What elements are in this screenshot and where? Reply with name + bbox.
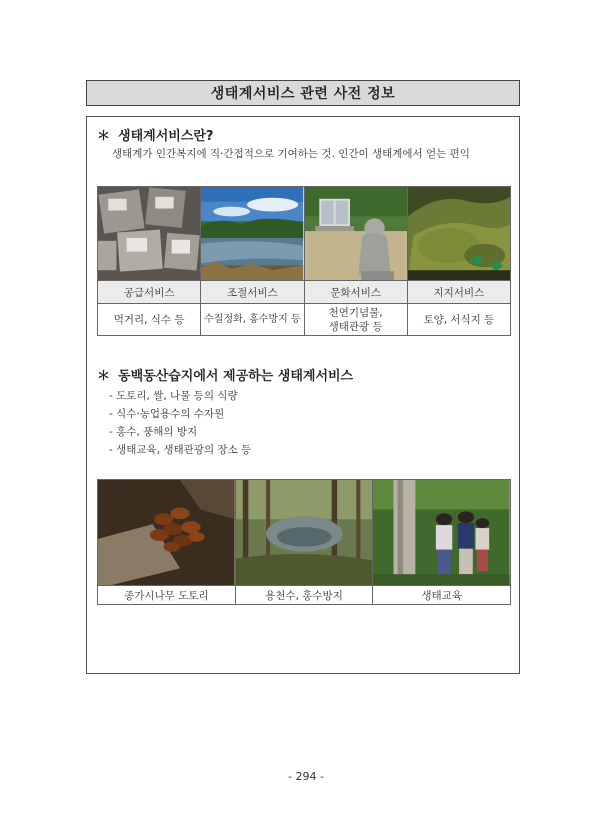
mossy-soil-photo (408, 186, 511, 281)
asterisk-icon: ＊ (97, 129, 111, 144)
value-support: 토양, 서식지 등 (408, 304, 511, 336)
wetland-pond-photo (201, 186, 304, 281)
asterisk-icon: ＊ (97, 369, 111, 384)
header-support: 지지서비스 (408, 281, 511, 304)
ecosystem-services-table (97, 186, 511, 336)
packaged-food-photo (97, 186, 201, 281)
monument-statue-photo (305, 186, 408, 281)
value-culture: 천연기념물, 생태관광 등 (305, 304, 408, 336)
header-culture: 문화서비스 (305, 281, 408, 304)
children-education-photo (373, 479, 511, 586)
dongbaek-photo-table (97, 479, 511, 605)
section2-heading-text: 동백동산습지에서 제공하는 생태계서비스 (118, 369, 354, 384)
acorns-photo (97, 479, 236, 586)
services-list (109, 387, 251, 459)
caption-education: 생태교육 (373, 586, 511, 605)
forest-spring-photo (236, 479, 374, 586)
list-item: - 식수·농업용수의 수자원 (109, 408, 225, 420)
section2-heading (97, 365, 353, 384)
list-item: - 생태교육, 생태관광의 장소 등 (109, 444, 252, 456)
caption-acorns: 종가시나무 도토리 (97, 586, 236, 605)
value-row (97, 304, 511, 336)
photo-row (97, 479, 511, 586)
header-row (97, 281, 511, 304)
value-regulation: 수질정화, 홍수방지 등 (201, 304, 304, 336)
page-title: 생태계서비스 관련 사전 정보 (86, 80, 520, 106)
page-number: - 294 - (288, 770, 324, 783)
photo-row (97, 186, 511, 281)
value-supply: 먹거리, 식수 등 (97, 304, 201, 336)
section1-heading (97, 125, 213, 144)
section1-heading-text: 생태계서비스란? (118, 129, 214, 144)
section1-description: 생태계가 인간복지에 직·간접적으로 기여하는 것. 인간이 생태계에서 얻는 편익 (112, 148, 470, 160)
header-regulation: 조절서비스 (201, 281, 304, 304)
caption-row (97, 586, 511, 605)
header-supply: 공급서비스 (97, 281, 201, 304)
caption-spring: 용천수, 홍수방지 (236, 586, 374, 605)
list-item: - 도토리, 쌀, 나물 등의 식량 (109, 390, 238, 402)
content-box (86, 116, 520, 674)
list-item: - 홍수, 풍해의 방지 (109, 426, 198, 438)
